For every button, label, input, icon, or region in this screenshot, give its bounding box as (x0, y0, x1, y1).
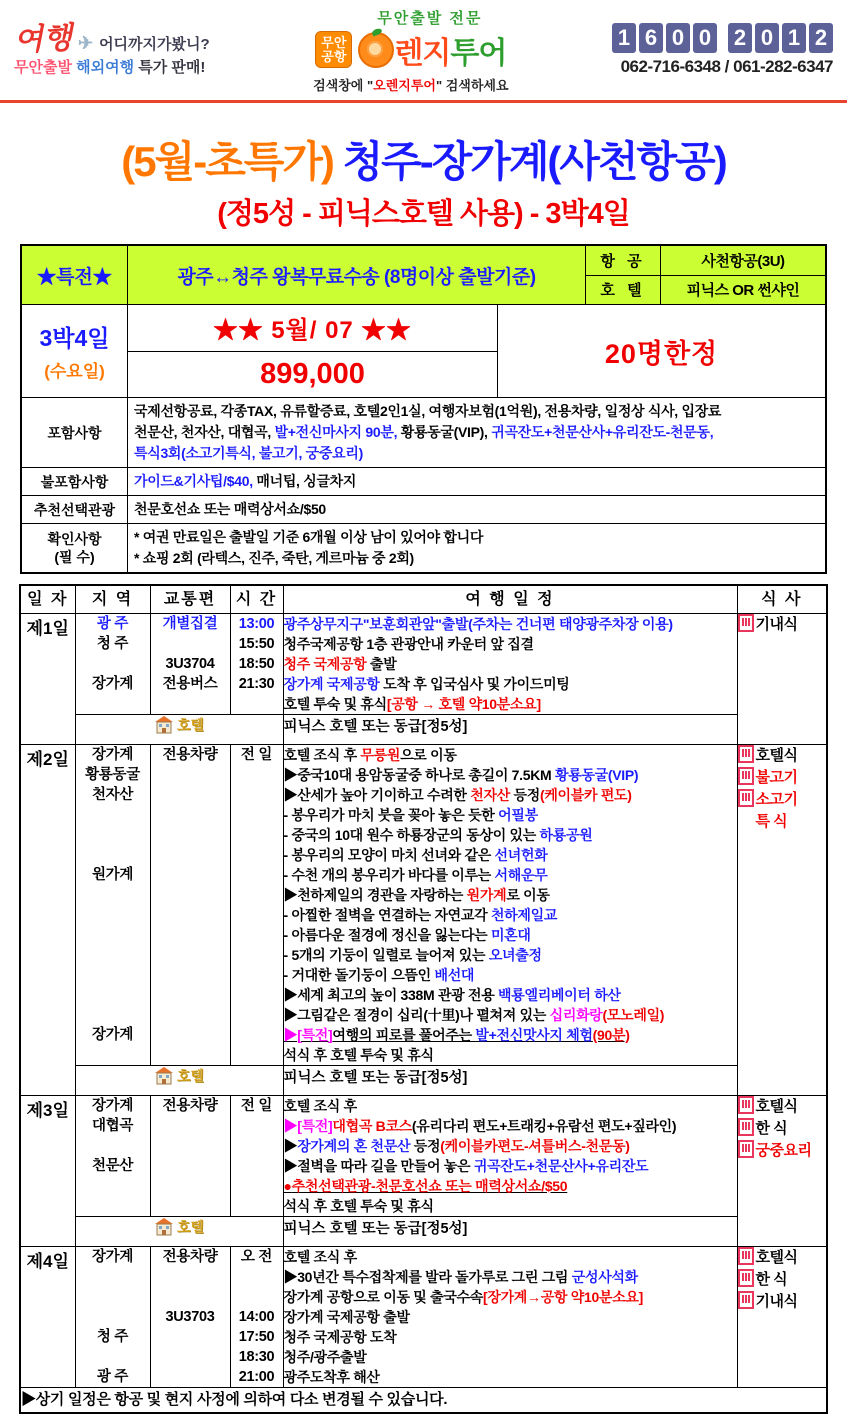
day1-hotel-name: 피닉스 호텔 또는 동급[정5성] (283, 714, 737, 744)
subline-sale: 특가 판매! (138, 59, 206, 77)
text-line (231, 1287, 283, 1307)
brand-subline (14, 60, 210, 77)
day2-times (230, 744, 283, 1065)
text-line: - 봉우리가 마치 붓을 꽂아 놓은 듯한 어필봉 (283, 806, 538, 823)
muan-airport-badge (315, 31, 352, 68)
text-line: 장가계 (91, 1097, 134, 1114)
meal-item: 호텔식 (738, 1247, 827, 1269)
col-header-transport: 교통편 (150, 585, 230, 613)
travel-tagline-logo (14, 23, 210, 77)
itinerary-footer-row (20, 1387, 827, 1413)
itinerary-footer-note: ▶상기 일정은 항공 및 현지 사정에 의하여 다소 변경될 수 있습니다. (20, 1387, 827, 1413)
info-row-special (22, 246, 825, 305)
col-header-meal: 식 사 (737, 585, 827, 613)
text-line: 광 주 (96, 615, 129, 632)
capacity-limit: 20명한정 (604, 338, 719, 369)
text-line: 청 주 (96, 635, 129, 652)
plane-icon: ✈ (77, 33, 94, 54)
phone-digit: 1 (782, 23, 806, 53)
confirm-content (128, 524, 825, 572)
col-header-plan: 여 행 일 정 (283, 585, 737, 613)
subline-overseas: 해외여행 (76, 59, 135, 77)
duration-cell (22, 305, 128, 397)
day4-meals (737, 1246, 827, 1387)
text-line: 가이드&기사팁/$40, 매너팁, 싱글차지 (134, 473, 357, 489)
fork-knife-icon (738, 1247, 754, 1265)
special-label: ★특전★ (22, 246, 128, 304)
page-title (0, 129, 847, 232)
day2-transport (150, 744, 230, 1065)
text-line: ▶중국10대 용암동굴중 하나로 총길이 7.5KM 황룡동굴(VIP) (283, 766, 639, 783)
fork-knife-icon (738, 1269, 754, 1287)
text-line: 석식 후 호텔 투숙 및 휴식 (283, 1197, 434, 1214)
day3-hotel-icon-cell (75, 1216, 283, 1246)
text-line (76, 1287, 150, 1307)
day2-meals (737, 744, 827, 1095)
duration-text: 3박4일 (39, 325, 110, 351)
text-line: ▶[특전]대협곡 B코스(유리다리 편도+트래킹+유람선 편도+짚라인) (283, 1117, 677, 1134)
text-line: 18:30 (238, 1348, 275, 1365)
day1-label: 제1일 (20, 613, 75, 744)
phone-digit-row (612, 23, 833, 53)
day2-hotel-name: 피닉스 호텔 또는 동급[정5성] (283, 1065, 737, 1095)
text-line: 황룡동굴 (85, 766, 140, 783)
text-line: 오 전 (240, 1248, 273, 1265)
text-line: 개별집결 (162, 615, 218, 632)
meal-item: 호텔식 (738, 745, 827, 767)
text-line (76, 985, 150, 1005)
itinerary-table (19, 584, 828, 1414)
text-line: 광 주 (96, 1368, 129, 1385)
text-line: 3U3704 (165, 655, 215, 672)
badge-line1: 무안 (321, 34, 347, 50)
title-promo: (5월-초특가) (121, 138, 333, 185)
text-line: 18:50 (238, 655, 275, 672)
phone-digit: 2 (728, 23, 752, 53)
text-line: 호텔 조식 후 (283, 1248, 357, 1265)
day3-label: 제3일 (20, 1095, 75, 1246)
text-line (76, 925, 150, 945)
day2-label: 제2일 (20, 744, 75, 1095)
text-line: 천자산 (91, 786, 134, 803)
text-line: - 거대한 돌기둥이 으뜸인 배선대 (283, 966, 475, 983)
day3-meals (737, 1095, 827, 1246)
day1-transport (150, 613, 230, 714)
fork-knife-icon (738, 745, 754, 763)
search-notice (313, 75, 508, 94)
text-line: 대협곡 (91, 1117, 134, 1134)
day3-transport (150, 1095, 230, 1216)
search-suffix: " 검색하세요 (435, 77, 509, 93)
search-prefix: 검색창에 " (313, 77, 374, 93)
text-line: 원가계 (91, 866, 134, 883)
option-content (128, 496, 825, 523)
air-value: 사천항공(3U) (661, 246, 825, 275)
departure-date: ★★ 5월/ 07 ★★ (128, 305, 497, 352)
confirm-label-line2: (필 수) (54, 549, 95, 565)
text-line (76, 805, 150, 825)
text-line: 3U3703 (165, 1308, 215, 1325)
meal-item: 소고기 (738, 789, 827, 811)
text-line: 광주상무지구"보훈회관앞"출발(주차는 건너편 태양광주차장 이용) (283, 615, 673, 632)
text-line: ▶천하제일의 경관을 자랑하는 원가계로 이동 (283, 886, 550, 903)
text-line: 전 일 (240, 746, 273, 763)
text-line: 전용버스 (162, 675, 218, 692)
text-line (76, 1136, 150, 1156)
text-line: 장가계 (91, 1248, 134, 1265)
price: 899,000 (260, 357, 365, 390)
tour-info-table (20, 244, 827, 574)
brand-word-red: 렌지 (394, 36, 451, 70)
day3-plan (283, 1095, 737, 1216)
phone-block (612, 23, 833, 77)
header-divider (0, 100, 847, 103)
text-line: 전용차량 (162, 1097, 218, 1114)
confirm-label (22, 524, 128, 572)
text-line: 청주 국제공항 출발 (283, 655, 397, 672)
text-line: 천문호선쇼 또는 매력상서쇼/$50 (134, 501, 326, 517)
text-line: 호텔 조식 후 (283, 1097, 357, 1114)
text-line: ▶장가계의 혼 천문산 등정(케이블카편도-셔틀버스-천문동) (283, 1137, 630, 1154)
fork-knife-icon (738, 1118, 754, 1136)
text-line: 호텔 투숙 및 휴식[공항 → 호텔 약10분소요] (283, 695, 541, 712)
fork-knife-icon (738, 767, 754, 785)
day3-row (20, 1095, 827, 1216)
col-header-region: 지 역 (75, 585, 150, 613)
orange-fruit-icon (358, 32, 394, 68)
text-line: 장가계 국제공항 출발 (283, 1308, 410, 1325)
phone-digit: 0 (666, 23, 690, 53)
text-line (76, 945, 150, 965)
itinerary-header-row (20, 585, 827, 613)
text-line: 장가계 국제공항 도착 후 입국심사 및 가이드미팅 (283, 675, 570, 692)
day3-regions (75, 1095, 150, 1216)
text-line: 장가계 (91, 746, 134, 763)
text-line: - 중국의 10대 원수 하룡장군의 동상이 있는 하룡공원 (283, 826, 593, 843)
air-row (586, 246, 825, 276)
fork-knife-icon (738, 1096, 754, 1114)
meal-item: 한 식 (738, 1269, 827, 1291)
text-line: - 5개의 기둥이 일렬로 늘어져 있는 오녀출정 (283, 946, 542, 963)
orange-tour-logo (313, 7, 508, 94)
info-row-option (22, 496, 825, 524)
title-route: 청주-장가계(사천항공) (332, 138, 726, 185)
include-content (128, 398, 825, 467)
text-line: 천문산 (91, 1157, 134, 1174)
fork-knife-icon (738, 789, 754, 807)
fork-knife-icon (738, 1291, 754, 1309)
text-line: 장가계 공항으로 이동 및 출국수속[장가계→공항 약10분소요] (283, 1288, 644, 1305)
meal-item: 특 식 (755, 812, 788, 830)
text-line: ▶[특전]여행의 피로를 풀어주는 발+전신맛사지 체험(90분) (283, 1026, 630, 1043)
confirm-label-line1: 확인사항 (47, 530, 102, 547)
brand-script-text: 여행 (13, 21, 73, 58)
text-line: - 봉우리의 모양이 마치 선녀와 같은 선녀헌화 (283, 846, 548, 863)
phone-digit: 6 (639, 23, 663, 53)
text-line: 천문산, 천자산, 대협곡, 발+전신마사지 90분, 황룡동굴(VIP), 귀곡잔도+천문산사+유리잔도-천문동, (134, 424, 714, 440)
day1-times (230, 613, 283, 714)
text-line (76, 1267, 150, 1287)
phone-digit: 2 (809, 23, 833, 53)
meal-item: 불고기 (738, 767, 827, 789)
text-line: 국제선항공료, 각종TAX, 유류할증료, 호텔2인1실, 여행자보험(1억원), 전용차량, 일정상 식사, 입장료 (134, 403, 722, 419)
weekday-text: (수요일) (44, 362, 105, 381)
phone-digit: 1 (612, 23, 636, 53)
fork-knife-icon (738, 614, 754, 632)
text-line (76, 654, 150, 674)
day4-label: 제4일 (20, 1246, 75, 1387)
meal-item: 한 식 (738, 1118, 827, 1140)
text-line: 장가계 (91, 675, 134, 692)
day3-hotel-name: 피닉스 호텔 또는 동급[정5성] (283, 1216, 737, 1246)
brand-word-green: 투어 (450, 36, 507, 70)
meal-item: 기내식 (738, 1291, 827, 1313)
meal-item: 궁중요리 (738, 1140, 827, 1162)
info-row-price (22, 305, 825, 398)
hotel-building-icon (154, 716, 174, 734)
text-line (151, 634, 230, 654)
hotel-icon-label: 호텔 (176, 1218, 205, 1235)
day2-regions (75, 744, 150, 1065)
hotel-value: 피닉스 OR 썬샤인 (661, 276, 825, 305)
text-line (76, 885, 150, 905)
phone-digit: 0 (693, 23, 717, 53)
day1-hotel-icon-cell (75, 714, 283, 744)
info-row-include (22, 398, 825, 468)
col-header-day: 일 자 (20, 585, 75, 613)
day2-plan (283, 744, 737, 1065)
exclude-label: 불포함사항 (22, 468, 128, 495)
info-row-exclude (22, 468, 825, 496)
text-line (76, 1307, 150, 1327)
text-line: ●추천선택관광-천문호선쇼 또는 매력상서쇼/$50 (283, 1177, 568, 1194)
text-line: - 아름다운 절경에 정신을 잃는다는 미혼대 (283, 926, 531, 943)
day1-hotel-row (20, 714, 827, 744)
text-line: 21:00 (238, 1368, 275, 1385)
brand-wordmark (358, 28, 506, 72)
text-line: 청주/광주출발 (283, 1348, 367, 1365)
text-line: * 쇼핑 2회 (라텍스, 진주, 죽탄, 게르마늄 중 2회) (134, 550, 414, 566)
text-line: 특식3회(소고기특식, 불고기, 궁중요리) (134, 445, 363, 461)
hotel-icon-label: 호텔 (176, 1067, 205, 1084)
text-line: ▶절벽을 따라 길을 만들어 놓은 귀곡잔도+천문산사+유리잔도 (283, 1157, 649, 1174)
meal-item: 호텔식 (738, 1096, 827, 1118)
text-line: ▶세계 최고의 높이 338M 관광 전용 백룡엘리베이터 하산 (283, 986, 621, 1003)
phone-numbers: 062-716-6348 / 061-282-6347 (620, 57, 833, 76)
text-line: 장가계 (91, 1026, 134, 1043)
air-hotel-block (586, 246, 825, 304)
day4-transport (150, 1246, 230, 1387)
col-header-time: 시 간 (230, 585, 283, 613)
text-line (76, 1045, 150, 1065)
text-line (151, 1267, 230, 1287)
badge-line2: 공항 (321, 48, 347, 64)
text-line: 15:50 (238, 635, 275, 652)
phone-digit: 0 (755, 23, 779, 53)
search-keyword: 오렌지투어 (373, 77, 436, 93)
exclude-content (128, 468, 825, 495)
text-line: 13:00 (238, 615, 275, 632)
text-line: 광주도착후 해산 (283, 1368, 380, 1385)
day4-plan (283, 1246, 737, 1387)
logo-top-text: 무안출발 전문 (377, 9, 483, 27)
text-line: 전용차량 (162, 1248, 218, 1265)
text-line: 청주 국제공항 도착 (283, 1328, 397, 1345)
text-line (151, 1287, 230, 1307)
hotel-row (586, 276, 825, 305)
day1-row (20, 613, 827, 714)
day1-meals (737, 613, 827, 744)
text-line: 21:30 (238, 675, 275, 692)
text-line: 전용차량 (162, 746, 218, 763)
option-label: 추천선택관광 (22, 496, 128, 523)
date-price-block (128, 305, 498, 397)
text-line: - 수천 개의 봉우리가 바다를 이루는 서해운무 (283, 866, 548, 883)
include-label: 포함사항 (22, 398, 128, 467)
special-text: 광주↔청주 왕복무료수송 (8명이상 출발기준) (128, 246, 586, 304)
meal-item: 기내식 (738, 614, 827, 636)
day4-row (20, 1246, 827, 1387)
day3-times (230, 1095, 283, 1216)
brand-tagline: 어디까지가봤니? (99, 36, 210, 54)
hotel-label: 호 텔 (586, 276, 661, 305)
day2-row (20, 744, 827, 1065)
day2-hotel-icon-cell (75, 1065, 283, 1095)
hotel-building-icon (154, 1218, 174, 1236)
day4-times (230, 1246, 283, 1387)
text-line: ▶산세가 높아 기이하고 수려한 천자산 등정(케이블카 편도) (283, 786, 632, 803)
hotel-icon-label: 호텔 (176, 716, 205, 733)
text-line: 17:50 (238, 1328, 275, 1345)
text-line: 석식 후 호텔 투숙 및 휴식 (283, 1046, 434, 1063)
text-line (76, 965, 150, 985)
text-line (231, 1267, 283, 1287)
info-row-confirm (22, 524, 825, 572)
text-line: * 여권 만료일은 출발일 기준 6개월 이상 남이 있어야 합니다 (134, 529, 484, 545)
day3-hotel-row (20, 1216, 827, 1246)
text-line: - 아찔한 절벽을 연결하는 자연교각 천하제일교 (283, 906, 558, 923)
hotel-building-icon (154, 1067, 174, 1085)
day1-regions (75, 613, 150, 714)
text-line (76, 825, 150, 845)
day1-plan (283, 613, 737, 714)
text-line (76, 1005, 150, 1025)
text-line: 14:00 (238, 1308, 275, 1325)
fork-knife-icon (738, 1140, 754, 1158)
text-line (76, 845, 150, 865)
page-header (0, 0, 847, 100)
text-line: 호텔 조식 후 무릉원으로 이동 (283, 746, 457, 763)
air-label: 항 공 (586, 246, 661, 275)
text-line (76, 905, 150, 925)
text-line: 청 주 (96, 1328, 129, 1345)
text-line: ▶그림같은 절경이 십리(十里)나 펼쳐져 있는 십리화랑(모노레일) (283, 1006, 665, 1023)
text-line (76, 1347, 150, 1367)
text-line: 청주국제공항 1층 관광안내 카운터 앞 집결 (283, 635, 534, 652)
subline-depart: 무안출발 (14, 59, 72, 77)
text-line: ▶30년간 특수접착제를 발라 돌가루로 그린 그림 군성사석화 (283, 1268, 638, 1285)
text-line: 전 일 (240, 1097, 273, 1114)
day2-hotel-row (20, 1065, 827, 1095)
title-subtitle: (정5성 - 피닉스호텔 사용) - 3박4일 (217, 198, 630, 230)
day4-regions (75, 1246, 150, 1387)
